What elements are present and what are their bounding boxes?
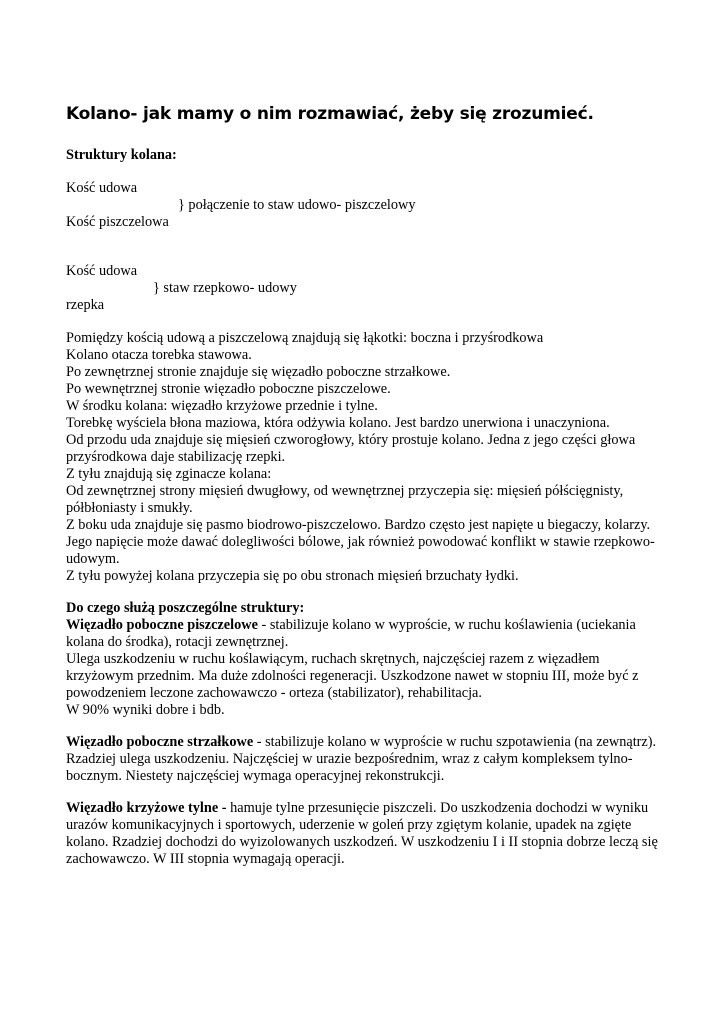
anatomy-line: Od zewnętrznej strony mięsień dwugłowy, od wewnętrznej przyczepia się: mięsień półścięgnisty, półbłoniasty i smukły. bbox=[66, 483, 624, 516]
page-title: Kolano- jak mamy o nim rozmawiać, żeby się zrozumieć. bbox=[66, 104, 594, 124]
joint2-bone-a: Kość udowa bbox=[66, 263, 138, 279]
function-posterior-cruciate bbox=[66, 800, 666, 868]
joint1-connector: } połączenie to staw udowo- piszczelowy bbox=[178, 197, 416, 213]
anatomy-line: Po wewnętrznej stronie więzadło poboczne piszczelowe. bbox=[66, 381, 391, 397]
function-text: Ulega uszkodzeniu w ruchu koślawiącym, ruchach skrętnych, najczęściej razem z więzadłem krzyżowym przednim. Ma duże zdolności regeneracji. Uszkodzone nawet w stopniu III, może być z powodzeniem leczone zachowawczo - orteza (stabilizator), rehabilitacja. bbox=[66, 651, 639, 701]
anatomy-line: Z tyłu powyżej kolana przyczepia się po obu stronach mięsień brzuchaty łydki. bbox=[66, 568, 519, 584]
anatomy-line: Kolano otacza torebka stawowa. bbox=[66, 347, 252, 363]
anatomy-line: Po zewnętrznej stronie znajduje się więzadło poboczne strzałkowe. bbox=[66, 364, 451, 380]
function-name: Więzadło krzyżowe tylne - bbox=[66, 800, 227, 816]
anatomy-line: W środku kolana: więzadło krzyżowe przednie i tylne. bbox=[66, 398, 378, 414]
anatomy-line: Torebkę wyściela błona maziowa, która odżywia kolano. Jest bardzo unerwiona i unaczyniona. bbox=[66, 415, 610, 431]
joint2-connector: } staw rzepkowo- udowy bbox=[153, 280, 297, 296]
joint1-bone-a: Kość udowa bbox=[66, 180, 138, 196]
structures-heading: Struktury kolana: bbox=[66, 147, 177, 163]
anatomy-line: Z boku uda znajduje się pasmo biodrowo-piszczelowo. Bardzo często jest napięte u biegaczy, kolarzy. Jego napięcie może dawać dolegliwości bólowe, jak również powodować konflikt w stawie rzepkowo- udowym. bbox=[66, 517, 655, 567]
function-text: W 90% wyniki dobre i bdb. bbox=[66, 702, 225, 718]
function-text: - stabilizuje kolano w wyproście w ruchu szpotawienia (na zewnątrz). Rzadziej ulega uszkodzeniu. Najczęściej w urazie bezpośrednim, wraz z całym kompleksem tylno- bocznym. Niestety najczęściej wymaga operacyjnej rekonstrukcji. bbox=[66, 734, 657, 784]
anatomy-description bbox=[66, 330, 666, 585]
functions-heading: Do czego służą poszczególne struktury: bbox=[66, 600, 305, 616]
function-fibular-collateral bbox=[66, 734, 666, 785]
anatomy-line: Z tyłu znajdują się zginacze kolana: bbox=[66, 466, 272, 482]
function-text: hamuje tylne przesunięcie piszczeli. Do uszkodzenia dochodzi w wyniku urazów komunikacyjnych i sportowych, uderzenie w goleń przy zgiętym kolanie, upadek na zgięte kolano. Rzadziej dochodzi do wyizolowanych uszkodzeń. W uszkodzeniu I i II stopnia dobrze leczą się zachowawczo. W III stopnia wymagają operacji. bbox=[66, 800, 658, 867]
function-name: Więzadło poboczne piszczelowe bbox=[66, 617, 258, 633]
function-text: - stabilizuje kolano w wyproście, w ruchu koślawienia (uciekania kolana do środka), rotacji zewnętrznej. bbox=[66, 617, 636, 650]
joint1-bone-b: Kość piszczelowa bbox=[66, 214, 169, 230]
anatomy-line: Od przodu uda znajduje się mięsień czworogłowy, który prostuje kolano. Jedna z jego części głowa przyśrodkowa daje stabilizację rzepki. bbox=[66, 432, 636, 465]
joint2-bone-b: rzepka bbox=[66, 297, 105, 313]
anatomy-line: Pomiędzy kością udową a piszczelową znajdują się łąkotki: boczna i przyśrodkowa bbox=[66, 330, 544, 346]
function-name: Więzadło poboczne strzałkowe bbox=[66, 734, 254, 750]
function-tibial-collateral bbox=[66, 617, 666, 719]
